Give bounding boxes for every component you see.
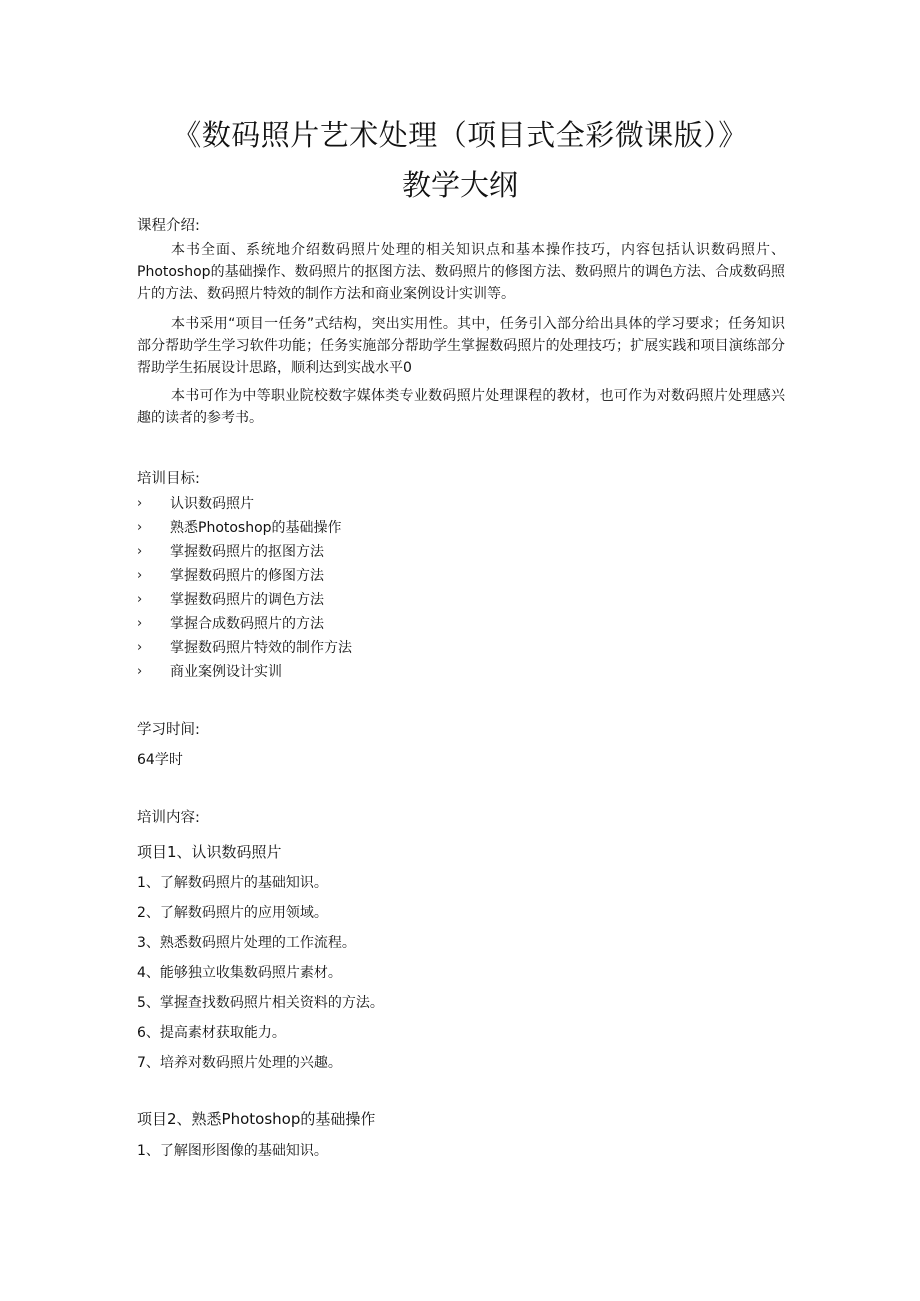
content-heading: 培训内容: (137, 810, 200, 826)
list-item (137, 492, 352, 516)
goal-text: 掌握数码照片的抠图方法 (170, 544, 324, 560)
chevron-right-icon: › (137, 616, 143, 631)
document-subtitle: 教学大纲 (401, 168, 518, 202)
chevron-right-icon: › (137, 592, 143, 607)
goal-text: 掌握合成数码照片的方法 (170, 616, 324, 632)
list-item (137, 660, 352, 684)
chevron-right-icon: › (137, 496, 143, 511)
chevron-right-icon: › (137, 544, 143, 559)
list-item (137, 564, 352, 588)
project-1-tasks (137, 873, 384, 1083)
goals-heading: 培训目标: (137, 471, 200, 487)
intro-paragraph-3: 本书可作为中等职业院校数字媒体类专业数码照片处理课程的教材，也可作为对数码照片处理感兴趣的读者的参考书。 (137, 388, 785, 426)
list-item (137, 588, 352, 612)
chevron-right-icon: › (137, 520, 143, 535)
chevron-right-icon: › (137, 640, 143, 655)
list-item: 2、了解数码照片的应用领域。 (137, 905, 328, 921)
list-item: 3、熟悉数码照片处理的工作流程。 (137, 935, 356, 951)
list-item: 6、提高素材获取能力。 (137, 1025, 286, 1041)
goal-text: 认识数码照片 (170, 496, 254, 512)
project-1-title: 项目1、认识数码照片 (137, 843, 282, 861)
chevron-right-icon: › (137, 664, 143, 679)
intro-heading: 课程介绍: (137, 218, 200, 234)
goal-text: 掌握数码照片的修图方法 (170, 568, 324, 584)
list-item: 4、能够独立收集数码照片素材。 (137, 965, 342, 981)
list-item (137, 540, 352, 564)
list-item: 1、了解数码照片的基础知识。 (137, 875, 328, 891)
goal-text: 掌握数码照片特效的制作方法 (170, 640, 352, 656)
list-item (137, 516, 352, 540)
project-2-title: 项目2、熟悉Photoshop的基础操作 (137, 1110, 376, 1128)
list-item: 1、了解图形图像的基础知识。 (137, 1143, 328, 1159)
goals-list (137, 492, 352, 684)
study-time-value: 64学时 (137, 752, 183, 768)
project-2-tasks (137, 1141, 328, 1171)
list-item: 7、培养对数码照片处理的兴趣。 (137, 1055, 342, 1071)
intro-paragraph-1: 本书全面、系统地介绍数码照片处理的相关知识点和基本操作技巧，内容包括认识数码照片、Photoshop的基础操作、数码照片的抠图方法、数码照片的修图方法、数码照片的调色方法、合成数码照片的方法、数码照片特效的制作方法和商业案例设计实训等。 (137, 242, 785, 302)
document-title: 《数码照片艺术处理（项目式全彩微课版）》 (172, 118, 748, 152)
goal-text: 掌握数码照片的调色方法 (170, 592, 324, 608)
goal-text: 商业案例设计实训 (170, 664, 282, 680)
list-item: 5、掌握查找数码照片相关资料的方法。 (137, 995, 384, 1011)
goal-text: 熟悉Photoshop的基础操作 (170, 520, 342, 536)
list-item (137, 612, 352, 636)
list-item (137, 636, 352, 660)
intro-paragraph-2: 本书采用“项目一任务”式结构，突出实用性。其中，任务引入部分给出具体的学习要求；任务知识部分帮助学生学习软件功能；任务实施部分帮助学生掌握数码照片的处理技巧；扩展实践和项目演练部分帮助学生拓展设计思路，顺利达到实战水平0 (137, 316, 785, 376)
chevron-right-icon: › (137, 568, 143, 583)
study-time-heading: 学习时间: (137, 722, 200, 738)
